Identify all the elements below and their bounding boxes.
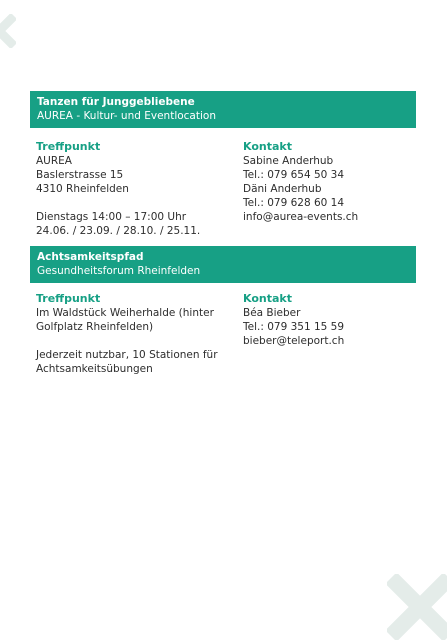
event-subtitle: AUREA - Kultur- und Eventlocation <box>37 110 216 122</box>
meeting-point-heading: Treffpunkt <box>36 292 101 305</box>
meeting-point-line: Golfplatz Rheinfelden) <box>36 321 154 333</box>
contact-column <box>243 292 418 348</box>
meeting-point-line: 4310 Rheinfelden <box>36 183 129 195</box>
contact-heading: Kontakt <box>243 292 292 305</box>
decorative-cross-icon <box>387 574 447 640</box>
schedule-line: Achtsamkeitsübungen <box>36 363 153 375</box>
decorative-cross-icon <box>0 14 16 48</box>
meeting-point-line: AUREA <box>36 155 72 167</box>
contact-name: Béa Bieber <box>243 307 301 319</box>
event-header-band <box>30 246 416 283</box>
meeting-point-line: Baslerstrasse 15 <box>36 169 124 181</box>
event-section <box>30 246 416 375</box>
event-title: Tanzen für Junggebliebene <box>37 96 195 108</box>
contact-email-link[interactable]: bieber@teleport.ch <box>243 335 345 347</box>
schedule-line: Jederzeit nutzbar, 10 Stationen für <box>36 349 218 361</box>
meeting-point-line: Im Waldstück Weiherhalde (hinter <box>36 307 214 319</box>
meeting-point-column <box>36 140 236 238</box>
contact-phone: Tel.: 079 654 50 34 <box>243 169 345 181</box>
meeting-point-column <box>36 292 236 376</box>
contact-phone: Tel.: 079 628 60 14 <box>243 197 345 209</box>
contact-heading: Kontakt <box>243 140 292 153</box>
event-section <box>30 91 416 237</box>
contact-column <box>243 140 418 224</box>
schedule-line: 24.06. / 23.09. / 28.10. / 25.11. <box>36 225 201 237</box>
contact-email-link[interactable]: info@aurea-events.ch <box>243 211 359 223</box>
event-title: Achtsamkeitspfad <box>37 251 144 263</box>
event-header-band <box>30 91 416 128</box>
schedule-line: Dienstags 14:00 – 17:00 Uhr <box>36 211 187 223</box>
contact-name: Däni Anderhub <box>243 183 322 195</box>
contact-name: Sabine Anderhub <box>243 155 334 167</box>
event-subtitle: Gesundheitsforum Rheinfelden <box>37 265 201 277</box>
contact-phone: Tel.: 079 351 15 59 <box>243 321 345 333</box>
meeting-point-heading: Treffpunkt <box>36 140 101 153</box>
